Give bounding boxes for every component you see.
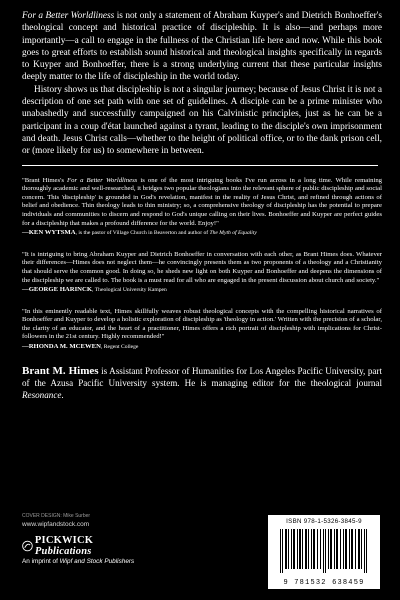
endorsement-1-text (22, 177, 382, 229)
imprint-line (22, 558, 142, 565)
bio-end: . (61, 389, 64, 400)
endorser-1-name: —KEN WYTSMA (22, 229, 76, 237)
endorsement-3-text: "In this eminently readable text, Himes skillfully weaves robust theological concepts with the compelling historical narratives of Bonhoeffer and Kuyper to develop a holistic exploration of discipleship as 'theology in action.' Written with the precision of a scholar, the clarity of an educator, and the heart of a practitioner, Himes offers a rich portrait of discipleship with implications for Christ-followers in the 21st century. Highly recommended!" (22, 307, 382, 341)
imprint-name: Wipf and Stock Publishers (59, 558, 135, 565)
book-title: For a Better Worldliness (22, 11, 115, 21)
isbn-number: ISBN 978-1-5326-3845-9 (286, 518, 362, 525)
pickwick-logo-icon (22, 540, 33, 552)
barcode-digits: 9 781532 638459 (283, 579, 365, 587)
publisher-logo (22, 535, 142, 557)
endorser-3-name: —RHONDA M. MCEWEN (22, 343, 101, 351)
endorsement-1 (22, 177, 382, 238)
journal-name: Resonance (22, 389, 62, 400)
endorser-1-book: The Myth of Equality (209, 230, 257, 237)
endorser-1-role: , is the pastor of Village Church in Beaverton and author of (75, 230, 210, 237)
publisher-suffix: Publications (34, 546, 92, 557)
publisher-name: PICKWICK (34, 535, 94, 546)
description-text-1: is not only a statement of Abraham Kuyper's and Dietrich Bonhoeffer's theological concept and historical practice of discipleship. It is also—and perhaps more importantly—a call to engage in the fullness of the Christian life here and now. While this book goes to great efforts to establish sound historical and theological insights specifically in regards to Kuyper and Bonhoeffer, there is a strong underlying current that these particular insights deeply matter to the life of discipleship in the world today. (22, 11, 382, 83)
endorsement-1-attribution (22, 229, 382, 238)
back-cover-content (22, 10, 382, 401)
description-paragraph-1 (22, 10, 382, 84)
endorsement-1-lead: "Brant Himes's (22, 176, 68, 184)
publisher-footer (22, 513, 142, 565)
endorsement-2-text: "It is intriguing to bring Abraham Kuyper and Dietrich Bonhoeffer in conversation with each other, as Brant Himes does. Whatever their differences—Himes does not neglect them—he convincingly presents them as two proponents of a theology and a Christianity that should serve the common good. In doing so, he sheds new light on both Kuyper and Bonhoeffer and deepens the dimensions of the discipleship we are called to. The book is a must read for all who are engaged in the present discussion about church and society." (22, 250, 382, 284)
imprint-prefix: An imprint of (22, 558, 60, 565)
divider-line (22, 165, 378, 166)
author-bio-body: is Assistant Professor of Humanities for Los Angeles Pacific University, part of the Azusa Pacific University system. He is managing editor for the theological journal (22, 365, 382, 388)
endorsement-2 (22, 251, 382, 295)
cover-credit: COVER DESIGN: Mike Surber (22, 513, 91, 519)
endorsement-2-attribution (22, 286, 382, 295)
book-description (22, 10, 382, 158)
endorsement-1-body: is one of the most intriguing books I've run across in a long time. While remaining thoroughly academic and well-researched, it bridges two popular theologians into the relevant sphere of public discipleship and social concern. This 'discipleship' is grounded in God's revelation, manifest in the reality of Jesus Christ, and refined through actions of belief and obedience. Thin theology leads to thin ministry; so, a comprehensive theology of discipleship has the potential to prepare individuals and communities to discern and respond to God's unique calling on their lives. Bonhoeffer and Kuyper are perfect guides for a discipleship that makes a profound difference for the world. Enjoy!" (22, 176, 383, 227)
endorser-2-role: , Theological University Kampen (92, 287, 167, 294)
author-bio (22, 365, 382, 401)
endorsement-1-book-title: For a Better Worldliness (67, 176, 138, 184)
endorsement-3-attribution (22, 343, 382, 352)
publisher-website: www.wipfandstock.com (22, 521, 90, 528)
isbn-barcode (268, 515, 380, 589)
endorser-2-name: —GEORGE HARINCK (22, 286, 93, 294)
author-bio-text (22, 365, 382, 401)
endorser-3-role: , Regent College (100, 344, 139, 351)
barcode-bars (268, 527, 380, 577)
endorsement-3 (22, 308, 382, 352)
description-paragraph-2: History shows us that discipleship is not a singular journey; because of Jesus Christ it is not a description of one set path with one set of guidelines. A disciple can be a prime minister who unabashedly and successfully campaigned on his Calvinistic principles, just as he can be a participant in a coup d'état launched against a tyrant, leading to the disciple's own imprisonment and death. Jesus Christ calls—whether to the height of political office, or to the dank prison cell, or (more likely for us) to somewhere in between. (22, 84, 382, 157)
author-name: Brant M. Himes (22, 364, 99, 377)
